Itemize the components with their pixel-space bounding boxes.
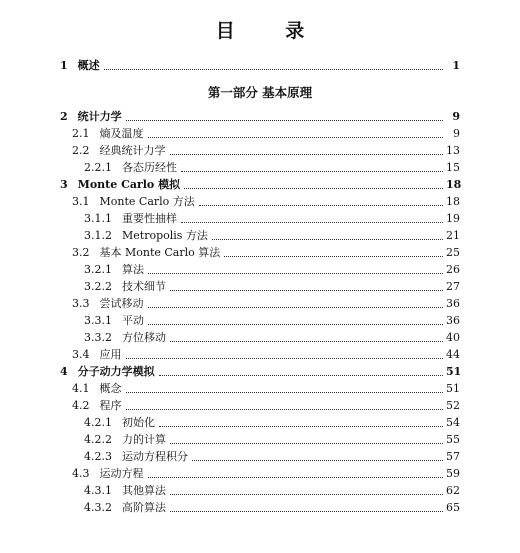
toc-entry[interactable] [84,261,460,277]
toc-entry-title: 熵及温度 [99,127,144,140]
toc-entry[interactable] [72,244,460,260]
toc-entry-page: 36 [446,297,460,310]
toc-entry-title: 应用 [99,348,122,361]
toc-entry[interactable] [84,278,460,294]
toc-entry-number: 3.1 [72,195,90,208]
dot-leader [170,153,444,155]
dot-leader [212,238,443,240]
dot-leader [104,68,443,70]
dot-leader [170,289,443,291]
toc-entry-number: 2.2.1 [84,161,112,174]
toc-entry-page: 52 [446,399,460,412]
dot-leader [126,391,444,393]
toc-entry-page: 19 [446,212,460,225]
toc-entry-title: 方位移动 [122,331,166,344]
dot-leader [148,476,444,478]
toc-entry-title: 统计力学 [77,110,122,123]
dot-leader [181,170,443,172]
dot-leader [192,459,443,461]
toc-entry-number: 3.2.1 [84,263,112,276]
toc-entry[interactable] [60,57,460,73]
toc-entry-page: 21 [446,229,460,242]
toc-entry-page: 51 [446,382,460,395]
toc-entry-page: 55 [446,433,460,446]
toc-entry-number: 4 [60,365,68,378]
toc-entry-title: 其他算法 [122,484,166,497]
toc-entry-number: 2.1 [72,127,90,140]
dot-leader [170,510,443,512]
toc-entry[interactable] [84,159,460,175]
toc-entry-title: 初始化 [122,416,155,429]
dot-leader [159,425,443,427]
toc-entry-page: 57 [446,450,460,463]
toc-entry-page: 54 [446,416,460,429]
toc-entry-title: Monte Carlo 模拟 [77,178,181,191]
toc-entry-number: 3.3 [72,297,90,310]
toc-entry-page: 15 [446,161,460,174]
toc-entry[interactable] [60,176,460,192]
dot-leader [126,408,444,410]
toc-entry-number: 3.1.1 [84,212,112,225]
toc-entry-title: 各态历经性 [122,161,177,174]
toc-entry-page: 51 [446,365,462,378]
toc-entry[interactable] [72,193,460,209]
toc-entry-number: 3.3.2 [84,331,112,344]
toc-entry-title: 运动方程 [99,467,144,480]
toc-entry-page: 9 [452,110,460,123]
toc-entry-title: 概念 [99,382,122,395]
toc-entry[interactable] [84,482,460,498]
toc-entry-page: 62 [446,484,460,497]
toc-entry[interactable] [84,414,460,430]
toc-entry[interactable] [84,329,460,345]
dot-leader [126,357,444,359]
toc-entry[interactable] [72,142,460,158]
toc-entry-title: 平动 [122,314,144,327]
toc-entry-number: 4.3.2 [84,501,112,514]
toc-entry-number: 2 [60,110,68,123]
toc-entry[interactable] [84,431,460,447]
toc-entry-number: 4.1 [72,382,90,395]
toc-entry[interactable] [72,125,460,141]
toc-entry-title: 力的计算 [122,433,166,446]
toc-entry-title: Metropolis 方法 [122,229,208,242]
toc-entry[interactable] [72,346,460,362]
toc-entry[interactable] [84,227,460,243]
dot-leader [170,493,443,495]
toc-entry-page: 25 [446,246,460,259]
toc-entry-title: 经典统计力学 [99,144,166,157]
toc-entry-title: 尝试移动 [99,297,144,310]
part-heading: 第一部分 基本原理 [207,85,313,100]
toc-entry-number: 4.2 [72,399,90,412]
toc-entry-number: 4.2.3 [84,450,112,463]
dot-leader [148,136,444,138]
toc-entry-page: 18 [446,178,462,191]
toc-entry[interactable] [84,210,460,226]
dot-leader [170,442,443,444]
toc-entry-title: 概述 [77,59,100,72]
toc-entry-page: 40 [446,331,460,344]
dot-leader [159,374,443,376]
dot-leader [170,340,443,342]
toc-entry-number: 3.2 [72,246,90,259]
dot-leader [181,221,443,223]
toc-entry-title: 算法 [122,263,144,276]
toc-entry-page: 27 [446,280,460,293]
toc-entry[interactable] [84,499,460,515]
toc-entry-number: 4.2.1 [84,416,112,429]
toc-entry-page: 44 [446,348,460,361]
toc-entry[interactable] [60,108,460,124]
dot-leader [148,323,443,325]
toc-entry[interactable] [84,448,460,464]
toc-entry-title: 高阶算法 [122,501,166,514]
toc-entry-number: 2.2 [72,144,90,157]
toc-entry-page: 65 [446,501,460,514]
dot-leader [199,204,443,206]
toc-entry-number: 3.1.2 [84,229,112,242]
toc-entry-title: 技术细节 [122,280,166,293]
toc-entry[interactable] [60,363,460,379]
dot-leader [148,272,443,274]
toc-title: 目 录 [215,20,327,42]
toc-entry-page: 18 [446,195,460,208]
toc-entry-number: 4.3.1 [84,484,112,497]
dot-leader [224,255,443,257]
toc-entry-number: 4.3 [72,467,90,480]
toc-entry[interactable] [72,380,460,396]
toc-entry-page: 36 [446,314,460,327]
toc-entry-title: 重要性抽样 [122,212,177,225]
toc-entry-title: 基本 Monte Carlo 算法 [99,246,221,259]
toc-entry[interactable] [72,295,460,311]
toc-entry[interactable] [84,312,460,328]
toc-entry[interactable] [72,397,460,413]
toc-entry-number: 3.4 [72,348,90,361]
toc-entry-title: 分子动力学模拟 [77,365,155,378]
toc-entry-number: 1 [60,59,68,72]
toc-entry-page: 59 [446,467,460,480]
dot-leader [126,119,443,121]
toc-entry-number: 3 [60,178,68,191]
toc-entry-page: 9 [453,127,460,140]
dot-leader [184,187,443,189]
toc-entry-title: Monte Carlo 方法 [99,195,195,208]
toc-entry[interactable] [72,465,460,481]
dot-leader [148,306,444,308]
toc-entry-number: 3.2.2 [84,280,112,293]
toc-entry-page: 13 [446,144,460,157]
toc-entry-page: 26 [446,263,460,276]
toc-entry-title: 运动方程积分 [122,450,188,463]
toc-entry-number: 3.3.1 [84,314,112,327]
toc-entry-number: 4.2.2 [84,433,112,446]
toc-entry-page: 1 [452,59,460,72]
toc-entry-title: 程序 [99,399,122,412]
